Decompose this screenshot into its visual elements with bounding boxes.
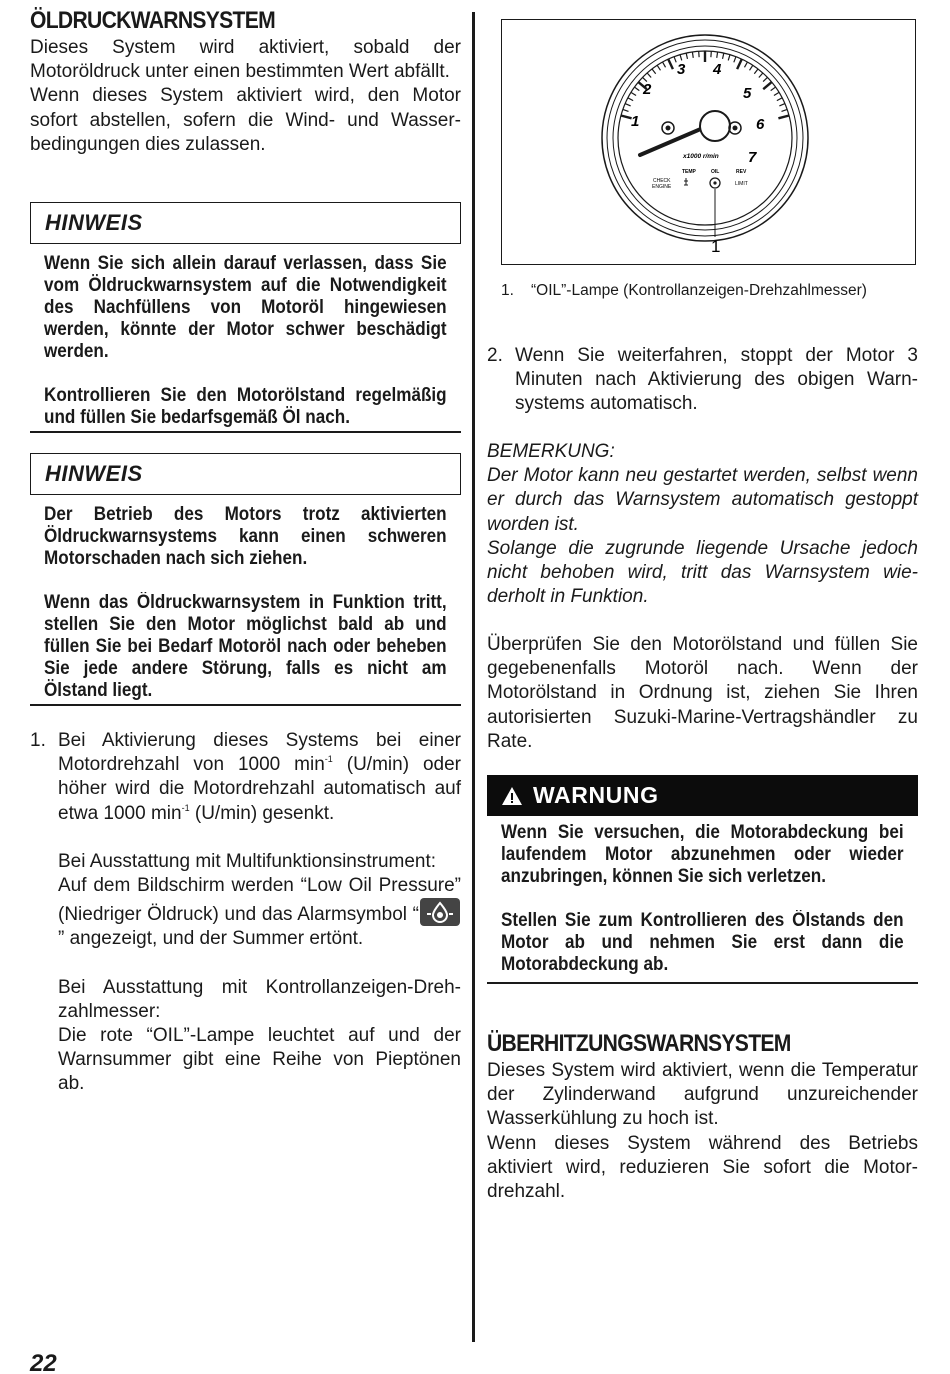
notice-2 (30, 453, 461, 702)
notice-1-title: HINWEIS (45, 210, 143, 235)
notice-1 (30, 202, 461, 429)
tachometer-gauge (502, 20, 917, 266)
overheat-paragraph-1: Dieses System wird aktiviert, wenn die Temperatur der Zylinderwand aufgrund unzureichender Wasserkühlung zu hoch ist. (487, 1060, 918, 1130)
page-number: 22 (30, 1350, 57, 1374)
notice-2-title: HINWEIS (45, 461, 143, 486)
remark-block (487, 440, 918, 609)
item-1-multifunction: Bei Ausstattung mit Multifunktionsinstrument: (58, 850, 437, 872)
notice-2-paragraph-1: Der Betrieb des Motors trotz aktivierten Öldruckwarnsystems kann einen schweren Motorschaden nach sich ziehen. (44, 504, 447, 569)
warning-triangle-icon (501, 786, 523, 806)
warning-paragraph-2: Stellen Sie zum Kontrollieren des Ölstands den Motor ab und nehmen Sie erst dann die Motorabdeckung ab. (501, 910, 904, 975)
overheat-paragraph-2: Wenn dieses System während des Betriebs aktiviert wird, reduzieren Sie sofort die Motordrehzahl. (487, 1132, 918, 1203)
remark-paragraph-1: Der Motor kann neu gestartet werden, selbst wenn er durch das Warnsystem automatisch gestoppt worden ist. (487, 465, 918, 535)
oil-check-paragraph: Überprüfen Sie den Motorölstand und füllen Sie gegebenenfalls Motoröl nach. Wenn der Motorölstand in Ordnung ist, ziehen Sie Ihren autorisierten Suzuki-Marine-Vertragshändler zu Rate. (487, 634, 918, 752)
list-item-1-number: 1. (30, 730, 46, 751)
gauge-number-2: 2 (643, 81, 652, 98)
item-1-text-a: Bei Aktivierung dieses Systems bei einer Motordrehzahl von 1000 min (58, 730, 461, 776)
list-item-2-number: 2. (487, 345, 503, 366)
oil-label: OIL (711, 169, 720, 175)
intro-paragraph-2: Wenn dieses System aktiviert wird, den Motor sofort abstellen, sofern die Wind- und Wasserbedingungen dies zulassen. (30, 85, 461, 155)
notice-2-body (30, 504, 461, 702)
oil-pressure-heading: ÖLDRUCKWARNSYSTEM (30, 7, 275, 34)
notice-1-paragraph-2: Kontrollieren Sie den Motorölstand regelmäßig und füllen Sie bedarfsgemäß Öl nach. (44, 385, 447, 428)
gauge-number-1: 1 (631, 113, 640, 130)
limit-label: LIMIT (735, 181, 748, 187)
callout-number: 1 (711, 237, 721, 256)
gauge-number-5: 5 (743, 85, 752, 102)
notice-1-body (30, 253, 461, 429)
item-1-display-text-a: Auf dem Bildschirm werden “Low Oil Pressure” (Niedriger Öldruck) und das Alarmsymbol “ (58, 875, 461, 926)
superscript-minus-one: -1 (181, 802, 190, 813)
oil-alarm-icon (420, 898, 460, 926)
caption-number: 1. (501, 282, 514, 299)
item-1-display-text-b: ” angezeigt, und der Summer ertönt. (58, 928, 364, 950)
warning-rule (487, 982, 918, 984)
notice-2-header (30, 453, 461, 495)
notice-1-paragraph-1: Wenn Sie sich allein darauf verlassen, dass Sie vom Öldruckwarnsystem auf die Notwendigkeit des Nachfüllens von Motoröl hingewiesen werden, könnte der Motor schwer beschädigt werden. (44, 253, 447, 362)
engine-label: ENGINE (652, 184, 672, 190)
list-item-2 (487, 344, 918, 417)
item-1-text-c: (U/min) gesenkt. (189, 802, 335, 824)
remark-title: BEMERKUNG: (487, 441, 615, 462)
gauge-number-3: 3 (677, 61, 686, 78)
intro-paragraph-1: Dieses System wird aktiviert, sobald der Motoröldruck unter einen bestimmten Wert abfällt. (30, 37, 461, 83)
item-1-text-b: (U/min) oder höher wird die Motordrehzahl automatisch auf etwa 1000 min (58, 754, 461, 824)
list-item-1 (30, 729, 461, 1097)
warning-block (487, 775, 918, 976)
gauge-number-4: 4 (713, 61, 722, 78)
warning-body (487, 822, 918, 976)
list-item-1-body (58, 729, 461, 1097)
notice-2-paragraph-2: Wenn das Öldruckwarnsystem in Funktion tritt, stellen Sie den Motor möglichst bald ab und füllen Sie bei Bedarf Motoröl nach oder beheben Sie jede andere Störung, falls es nicht am Ölstand liegt. (44, 592, 447, 701)
notice-1-rule (30, 431, 461, 433)
warning-title: WARNUNG (533, 782, 659, 808)
warning-paragraph-1: Wenn Sie versuchen, die Motorabdeckung bei laufendem Motor abzunehmen oder wieder anzubringen, können Sie sich verletzen. (501, 822, 904, 887)
notice-1-header (30, 202, 461, 244)
warning-header (487, 775, 918, 816)
column-divider (472, 12, 475, 1342)
gauge-number-6: 6 (756, 116, 765, 133)
item-1-tachometer: Bei Ausstattung mit Kontrollanzeigen-Drehzahlmesser: (58, 976, 461, 1022)
oil-pressure-intro (30, 36, 461, 157)
check-label: CHECK (653, 178, 671, 184)
temp-label: TEMP (682, 169, 696, 175)
item-1-oil-lamp: Die rote “OIL”-Lampe leuchtet auf und der Warnsummer gibt eine Reihe von Pieptönen ab. (58, 1025, 461, 1095)
tachometer-figure (501, 19, 916, 265)
notice-2-rule (30, 704, 461, 706)
gauge-unit-label: x1000 r/min (683, 153, 719, 160)
rev-label: REV (736, 169, 747, 175)
gauge-hub (700, 111, 730, 141)
overheat-intro (487, 1059, 918, 1204)
caption-text: “OIL”-Lampe (Kontrollanzeigen-Drehzahlmesser) (531, 282, 867, 299)
overheat-heading: ÜBERHITZUNGSWARNSYSTEM (487, 1030, 791, 1057)
remark-paragraph-2: Solange die zugrunde liegende Ursache jedoch nicht behoben wird, tritt das Warnsystem wiederholt in Funktion. (487, 537, 918, 608)
figure-caption (501, 281, 901, 301)
list-item-2-text: Wenn Sie weiterfahren, stoppt der Motor 3 Minuten nach Aktivierung des obigen Warnsystems automatisch. (515, 345, 918, 415)
gauge-number-7: 7 (748, 149, 757, 166)
superscript-minus-one: -1 (324, 754, 333, 765)
